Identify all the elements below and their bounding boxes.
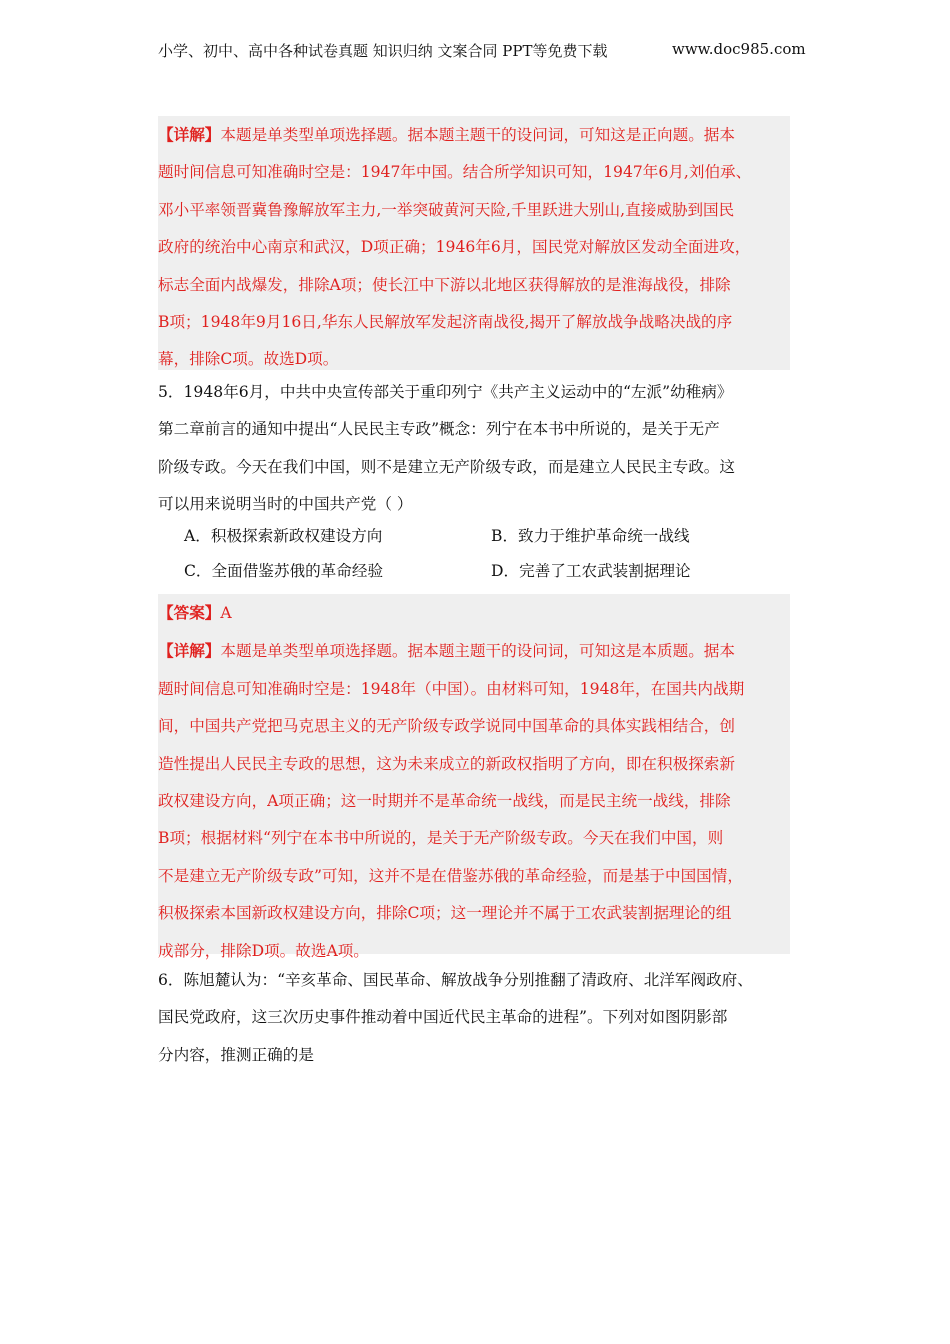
q5-answer-explanation	[158, 594, 790, 960]
stem-line: 5．1948年6月，中共中央宣传部关于重印列宁《共产主义运动中的“左派”幼稚病》	[158, 383, 733, 401]
answer-line	[158, 594, 790, 632]
stem-line: 阶级专政。今天在我们中国，则不是建立无产阶级专政，而是建立人民民主专政。这	[158, 457, 735, 476]
header-site-link[interactable]: www.doc985.com	[672, 40, 806, 58]
answer-tag: 【答案】	[158, 603, 221, 622]
stem-line: 国民党政府，这三次历史事件推动着中国近代民主革命的进程”。下列对如图阴影部	[158, 1008, 728, 1027]
header-text: 小学、初中、高中各种试卷真题 知识归纳 文案合同 PPT等免费下载	[158, 42, 608, 60]
explanation-tag: 【详解】	[158, 125, 221, 144]
explanation-line: 政权建设方向，A项正确；这一时期并不是革命统一战线，而是民主统一战线，排除	[158, 792, 731, 811]
explanation-line: 积极探索本国新政权建设方向，排除C项；这一理论并不属于工农武装割据理论的组	[158, 904, 732, 923]
q5-options	[184, 524, 784, 594]
explanation-line: 间，中国共产党把马克思主义的无产阶级专政学说同中国革命的具体实践相结合，创	[158, 717, 735, 736]
explanation-line: 题时间信息可知准确时空是：1948年（中国）。由材料可知，1948年，在国共内战期	[158, 679, 745, 698]
option-c[interactable]: C．全面借鉴苏俄的革命经验	[184, 562, 384, 580]
stem-line: 第二章前言的通知中提出“人民民主专政”概念：列宁在本书中所说的，是关于无产	[158, 420, 720, 439]
explanation-line: 幕，排除C项。故选D项。	[158, 350, 339, 369]
option-d[interactable]: D．完善了工农武装割据理论	[491, 562, 691, 580]
explanation-line: 成部分，排除D项。故选A项。	[158, 941, 369, 960]
explanation-line: 邓小平率领晋冀鲁豫解放军主力,一举突破黄河天险,千里跃进大别山,直接威胁到国民	[158, 200, 735, 219]
q6-stem	[158, 962, 790, 1074]
explanation-line: B项；1948年9月16日,华东人民解放军发起济南战役,揭开了解放战争战略决战的序	[158, 313, 733, 332]
explanation-line: 【详解】本题是单类型单项选择题。据本题主题干的设问词，可知这是正向题。据本	[158, 125, 735, 144]
page-header	[158, 40, 806, 61]
stem-line: 可以用来说明当时的中国共产党（ ）	[158, 495, 413, 514]
explanation-tag: 【详解】	[158, 641, 221, 661]
stem-line: 分内容，推测正确的是	[158, 1045, 314, 1064]
explanation-line: 造性提出人民民主专政的思想，这为未来成立的新政权指明了方向，即在积极探索新	[158, 754, 735, 773]
explanation-line: 政府的统治中心南京和武汉，D项正确；1946年6月，国民党对解放区发动全面进攻，	[158, 238, 751, 257]
explanation-line: 题时间信息可知准确时空是：1947年中国。结合所学知识可知，1947年6月,刘伯承、	[158, 163, 752, 182]
explanation-line: 标志全面内战爆发，排除A项；使长江中下游以北地区获得解放的是淮海战役，排除	[158, 275, 731, 294]
stem-line: 6．陈旭麓认为：“辛亥革命、国民革命、解放战争分别推翻了清政府、北洋军阀政府、	[158, 971, 753, 989]
explanation-line: B项；根据材料“列宁在本书中所说的，是关于无产阶级专政。今天在我们中国，则	[158, 829, 724, 848]
q5-stem	[158, 374, 790, 524]
answer-value: A	[220, 604, 232, 622]
q4-explanation	[158, 116, 790, 370]
explanation-line: 【详解】本题是单类型单项选择题。据本题主题干的设问词，可知这是本质题。据本	[158, 641, 735, 661]
option-b[interactable]: B．致力于维护革命统一战线	[491, 527, 690, 545]
option-a[interactable]: A．积极探索新政权建设方向	[184, 527, 383, 545]
explanation-line: 不是建立无产阶级专政”可知，这并不是在借鉴苏俄的革命经验，而是基于中国国情，	[158, 866, 743, 885]
